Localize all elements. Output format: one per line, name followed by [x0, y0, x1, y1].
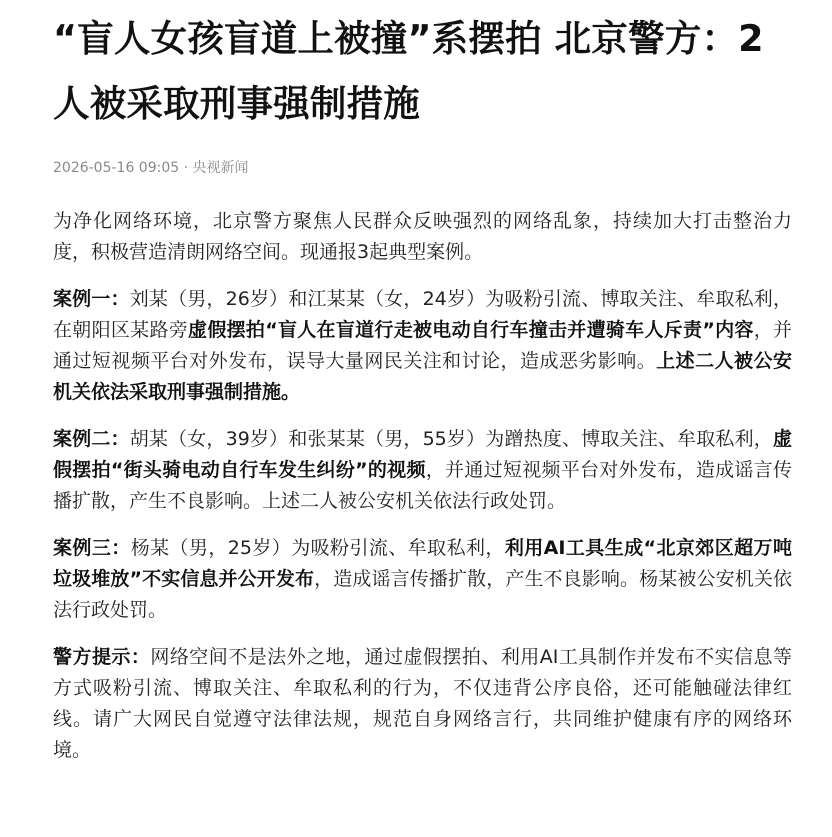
case-one-text-2: ，并通过短视频平台对外发布，误导大量网民关注和讨论，造成恶劣影响。: [53, 319, 792, 372]
police-tip-paragraph: [53, 642, 792, 766]
article-meta: 2026-05-16 09:05 · 央视新闻: [53, 160, 249, 176]
case-one-text-1: 刘某（男，26岁）和江某某（女，24岁）为吸粉引流、博取关注、牟取私利，在朝阳区某路旁: [53, 288, 792, 341]
case-two-text-2: ，并通过短视频平台对外发布，造成谣言传播扩散，产生不良影响。上述二人被公安机关依法行政处罚。: [53, 459, 792, 512]
article-title: “盲人女孩盲道上被撞”系摆拍 北京警方：2人被采取刑事强制措施: [53, 17, 764, 125]
police-tip-label: 警方提示：: [53, 646, 151, 668]
case-two-highlight: 虚假摆拍“街头骑电动自行车发生纠纷”的视频: [53, 428, 792, 481]
case-one-paragraph: [53, 284, 792, 408]
case-two-label: 案例二：: [53, 428, 130, 450]
article-body: [53, 206, 792, 766]
case-three-paragraph: [53, 533, 792, 626]
case-two-text-1: 胡某（女，39岁）和张某某（男，55岁）为蹭热度、博取关注、牟取私利，: [129, 428, 773, 450]
case-two-paragraph: [53, 424, 792, 517]
case-one-label: 案例一：: [53, 288, 130, 310]
case-three-text-2: ，造成谣言传播扩散，产生不良影响。杨某被公安机关依法行政处罚。: [53, 568, 792, 621]
case-three-highlight: 利用AI工具生成“北京郊区超万吨垃圾堆放”不实信息并公开发布: [53, 537, 792, 590]
case-one-highlight-2: 上述二人被公安机关依法采取刑事强制措施。: [53, 350, 792, 403]
case-three-text-1: 杨某（男，25岁）为吸粉引流、牟取私利，: [130, 537, 505, 559]
police-tip-text: 网络空间不是法外之地，通过虚假摆拍、利用AI工具制作并发布不实信息等方式吸粉引流、博取关注、牟取私利的行为，不仅违背公序良俗，还可能触碰法律红线。请广大网民自觉遵守法律法规，规范自身网络言行，共同维护健康有序的网络环境。: [53, 646, 792, 761]
intro-paragraph: 为净化网络环境，北京警方聚焦人民群众反映强烈的网络乱象，持续加大打击整治力度，积极营造清朗网络空间。现通报3起典型案例。: [53, 210, 792, 263]
case-three-label: 案例三：: [53, 537, 131, 559]
case-one-highlight-1: 虚假摆拍“盲人在盲道行走被电动自行车撞击并遭骑车人斥责”内容: [188, 319, 754, 341]
